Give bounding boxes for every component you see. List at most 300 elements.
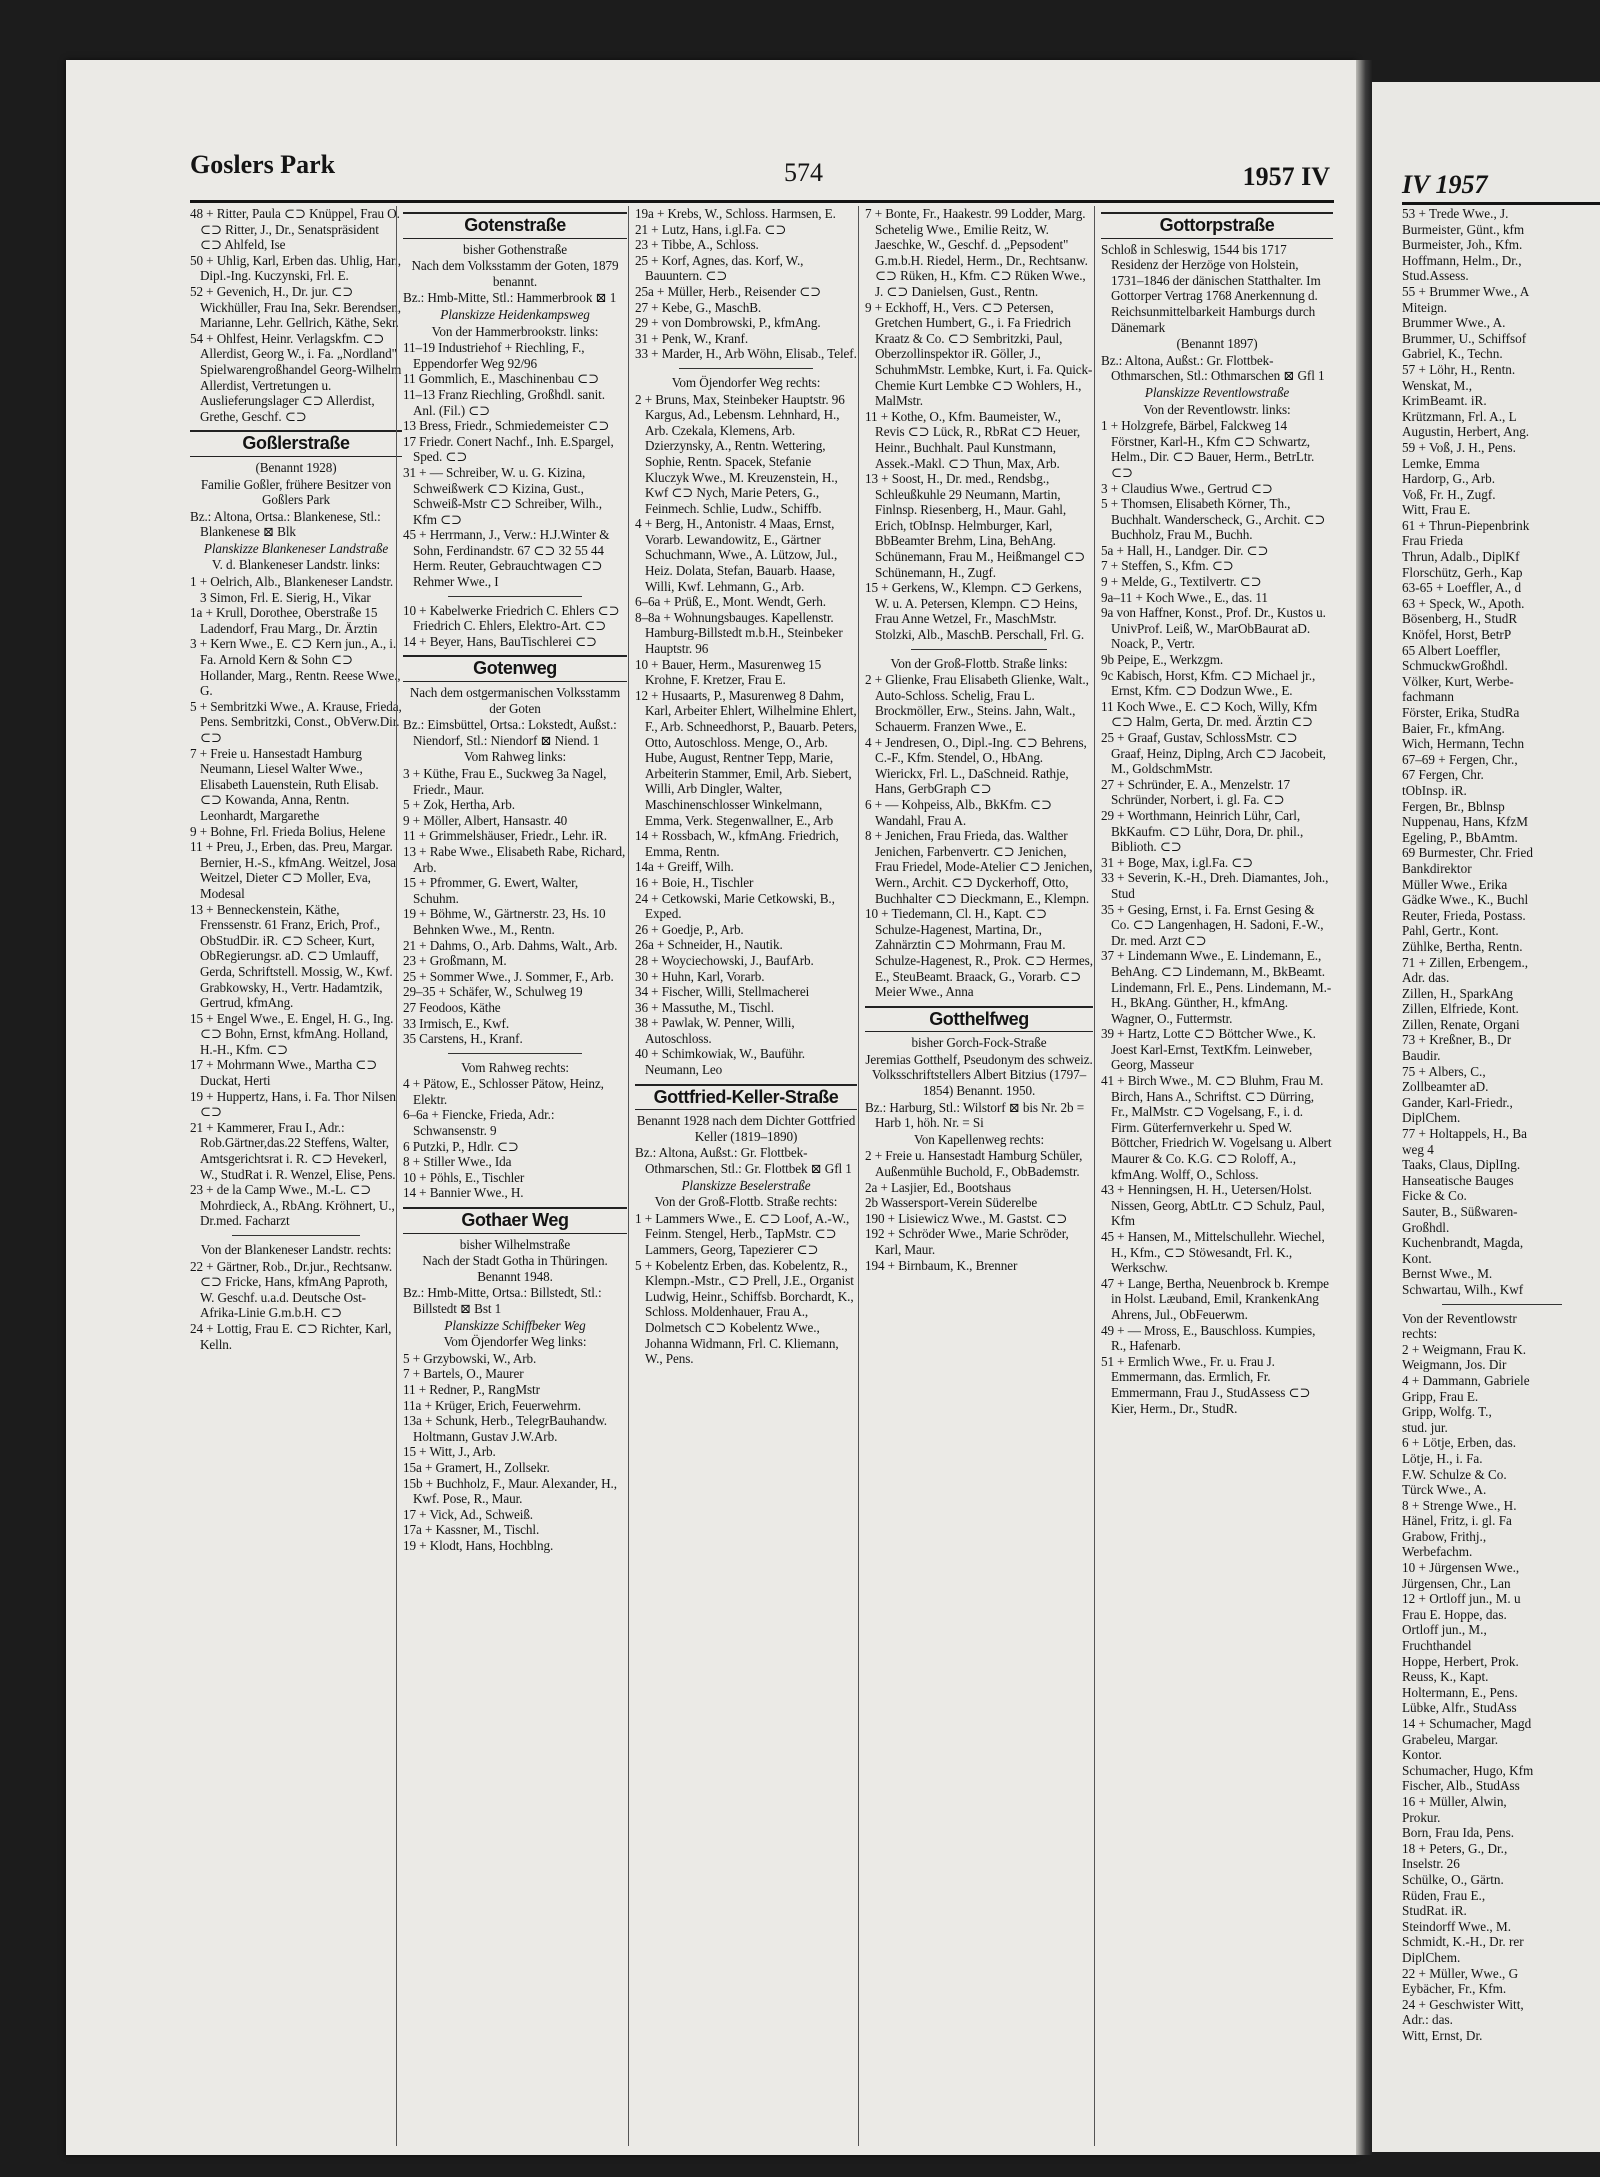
address-entry: 9b Peipe, E., Werkzgm. <box>1101 652 1224 668</box>
address-entry: Frau E. Hoppe, das. <box>1402 1606 1507 1622</box>
address-entry: 11–19 Industriehof + Riechling, F., Eppendorfer Weg 92/96 <box>403 340 585 371</box>
address-entry: 9 + Bohne, Frl. Frieda Bolius, Helene <box>190 823 386 839</box>
address-entry: SchmuckwGroßhdl. <box>1402 658 1508 674</box>
address-entry: 11 Koch Wwe., E. ⊂⊃ Koch, Willy, Kfm ⊂⊃ Halm, Gerta, Dr. med. Ärztin ⊂⊃ <box>1101 698 1318 730</box>
header-rule <box>1402 202 1600 205</box>
address-entry: KrimBeamt. iR. <box>1402 393 1487 409</box>
address-entry: Völker, Kurt, Werbe- <box>1402 673 1514 689</box>
address-entry: 9c Kabisch, Horst, Kfm. ⊂⊃ Michael jr., Ernst, Kfm. ⊂⊃ Dodzun Wwe., E. <box>1101 667 1316 699</box>
address-entry: Adr. das. <box>1402 970 1450 986</box>
map-reference: Planskizze Beselerstraße <box>681 1177 811 1193</box>
address-entry: 3 + Kern Wwe., E. ⊂⊃ Kern jun., A., i. Fa. Arnold Kern & Sohn ⊂⊃ Hollander, Marg., Rentn. Reese Wwe., G. <box>190 636 401 699</box>
address-entry: 27 + Schründer, E. A., Menzelstr. 17 Schründer, Norbert, i. gl. Fa. ⊂⊃ <box>1101 776 1291 808</box>
address-entry: 1 + Oelrich, Alb., Blankeneser Landstr. 3 Simon, Frl. E. Sierig, H., Vikar <box>190 574 394 605</box>
address-entry: 15b + Buchholz, F., Maur. Alexander, H., Kwf. Pose, R., Maur. <box>403 1475 617 1507</box>
address-entry: Burmeister, Günt., kfm <box>1402 221 1525 237</box>
address-entry: 17 + Mohrmann Wwe., Martha ⊂⊃ Duckat, Herti <box>190 1057 378 1089</box>
address-entry: 11a + Krüger, Erich, Feuerwehrm. <box>403 1397 581 1413</box>
street-note: Vom Rahweg rechts: <box>461 1059 569 1075</box>
address-entry: 13a + Schunk, Herb., TelegrBauhandw. Holtmann, Gustav J.W.Arb. <box>403 1413 607 1444</box>
address-entry: Hoffmann, Helm., Dr., <box>1402 252 1522 268</box>
address-entry: 8 + Stiller Wwe., Ida <box>403 1154 512 1170</box>
address-entry: Steindorff Wwe., M. <box>1402 1918 1512 1934</box>
address-entry: Bz.: Altona, Außst.: Gr. Flottbek-Othmarschen, Stl.: Gr. Flottbek ⊠ Gfl 1 <box>635 1145 852 1177</box>
address-entry: 71 + Zillen, Erbengem., <box>1402 954 1529 970</box>
address-entry: 77 + Holtappels, H., Ba <box>1402 1126 1528 1142</box>
address-entry: Zillen, Renate, Organi <box>1402 1016 1520 1032</box>
address-entry: 11 Gommlich, E., Maschinenbau ⊂⊃ <box>403 371 600 387</box>
map-reference: Planskizze Heidenkampsweg <box>440 306 590 322</box>
address-entry: 31 + Penk, W., Kranf. <box>635 330 749 346</box>
address-entry: Knöfel, Horst, BetrP <box>1402 627 1512 643</box>
address-entry: 12 + Ortloff jun., M. u <box>1402 1591 1521 1607</box>
map-reference: Planskizze Blankeneser Landstraße <box>203 540 389 556</box>
address-entry: 9 + Eckhoff, H., Vers. ⊂⊃ Petersen, Gretchen Humbert, G., i. Fa Friedrich Kraatz & Co. ⊂⊃ Sembritzki, Paul, Oberzollinspektor iR. Göller, J., SchuhmMstr. Lembke, Kurt, i. Fa. Quick-Chemie Kurt Lembke ⊂⊃ Wohlers, H., MalMstr. <box>865 299 1093 409</box>
page-number: 574 <box>784 158 823 187</box>
address-entry: 14 + Beyer, Hans, BauTischlerei ⊂⊃ <box>403 633 597 649</box>
address-entry: 10 + Jürgensen Wwe., <box>1402 1560 1520 1576</box>
address-entry: Bz.: Altona, Ortsa.: Blankenese, Stl.: Blankenese ⊠ Blk <box>190 508 381 540</box>
street-note: (Benannt 1897) <box>1176 336 1258 352</box>
address-entry: 17 Friedr. Conert Nachf., Inh. E.Spargel, Sped. ⊂⊃ <box>403 433 614 465</box>
address-entry: 21 + Kammerer, Frau I., Adr.: Rob.Gärtner,das.22 Steffens, Walter, Amtsgerichtsrat i. R. ⊂⊃ Hevekerl, W., StudRat i. R. Wenzel, Elise, Pens. <box>190 1119 396 1182</box>
address-entry: 6 Putzki, P., Hdlr. ⊂⊃ <box>403 1138 519 1154</box>
address-entry: Baudir. <box>1402 1048 1441 1064</box>
address-entry: 24 + Cetkowski, Marie Cetkowski, B., Exped. <box>635 890 835 922</box>
address-entry: 23 + Tibbe, A., Schloss. <box>635 237 759 253</box>
address-entry: Bz.: Hmb-Mitte, Stl.: Hammerbrook ⊠ 1 <box>403 290 617 306</box>
address-entry: 190 + Lisiewicz Wwe., M. Gastst. ⊂⊃ <box>865 1210 1068 1226</box>
address-entry: Gripp, Wolfg. T., <box>1402 1404 1492 1420</box>
address-entry: 30 + Huhn, Karl, Vorarb. <box>635 968 765 984</box>
address-entry: 17a + Kassner, M., Tischl. <box>403 1522 540 1538</box>
address-entry: Ficke & Co. <box>1402 1188 1467 1204</box>
address-entry: Wich, Hermann, Techn <box>1402 736 1525 752</box>
street-note: (Benannt 1928) <box>255 459 337 475</box>
address-entry: 3 + Küthe, Frau E., Suckweg 3a Nagel, Friedr., Maur. <box>403 766 607 797</box>
address-entry: 23 + de la Camp Wwe., M.-L. ⊂⊃ Mohrdieck, A., RbAng. Kröhnert, U., Dr.med. Facharzt <box>190 1182 395 1229</box>
address-entry: 6–6a + Prüß, E., Mont. Wendt, Gerh. <box>635 594 826 610</box>
address-entry: 15 + Pfrommer, G. Ewert, Walter, Schuhm. <box>403 875 579 906</box>
address-entry: 22 + Müller, Wwe., G <box>1402 1965 1519 1981</box>
address-entry: 25a + Müller, Herb., Reisender ⊂⊃ <box>635 283 822 299</box>
address-entry: Wenskat, M., <box>1402 377 1472 393</box>
street-note: Von Kapellenweg rechts: <box>913 1131 1045 1147</box>
address-entry: 2a + Lasjier, Ed., Bootshaus <box>865 1179 1011 1195</box>
address-entry: 35 Carstens, H., Kranf. <box>403 1031 523 1047</box>
street-note: Vom Rahweg links: <box>463 749 567 765</box>
street-note: Benannt 1928 nach dem Dichter Gottfried Keller (1819–1890) <box>636 1113 856 1144</box>
street-note: Jeremias Gotthelf, Pseudonym des schweiz. Volksschriftstellers Albert Bitzius (1797–1854) Benannt. 1950. <box>865 1051 1093 1099</box>
address-entry: Bz.: Eimsbüttel, Ortsa.: Lokstedt, Außst.: Niendorf, Stl.: Niendorf ⊠ Niend. 1 <box>403 717 617 748</box>
address-entry: Jürgensen, Chr., Lan <box>1402 1575 1511 1591</box>
address-entry: 14 + Schumacher, Magd <box>1402 1716 1532 1731</box>
address-entry: Schmidt, K.-H., Dr. rer <box>1402 1934 1524 1950</box>
address-entry: Gabriel, K., Techn. <box>1402 346 1503 362</box>
address-entry: 4 + Dammann, Gabriele <box>1402 1372 1530 1388</box>
address-entry: 73 + Kreßner, B., Dr <box>1402 1032 1512 1048</box>
address-entry: F.W. Schulze & Co. <box>1402 1466 1507 1482</box>
street-note: Vom Öjendorfer Weg links: <box>443 1334 587 1350</box>
section-divider <box>911 649 1048 650</box>
address-entry: 7 + Bartels, O., Maurer <box>403 1366 524 1382</box>
address-entry: 65 Albert Loeffler, <box>1402 642 1501 658</box>
address-entry: 13 + Rabe Wwe., Elisabeth Rabe, Richard, Arb. <box>403 843 626 875</box>
address-entry: 49 + — Mross, E., Bauschloss. Kumpies, R., Hafenarb. <box>1101 1322 1316 1354</box>
address-entry: 8 + Strenge Wwe., H. <box>1402 1497 1517 1513</box>
address-entry: 9a von Haffner, Konst., Prof. Dr., Kustos u. UnivProf. Leiß, W., MarObBaurat aD. Noack, P., Vertr. <box>1101 605 1326 652</box>
address-entry: 4 + Pätow, E., Schlosser Pätow, Heinz, Elektr. <box>403 1076 604 1107</box>
address-entry: 31 + Boge, Max, i.gl.Fa. ⊂⊃ <box>1101 854 1254 870</box>
address-entry: 33 + Severin, K.-H., Dreh. Diamantes, Joh., Stud <box>1101 870 1329 901</box>
address-entry: 45 + Herrmann, J., Verw.: H.J.Winter & Sohn, Ferdinandstr. 67 ⊂⊃ 32 55 44 Herm. Reuter, Gebrauchtwagen ⊂⊃ Rehmer Wwe., I <box>403 527 610 590</box>
address-entry: 5 + Thomsen, Elisabeth Körner, Th., Buchhalt. Wanderscheck, G., Archit. ⊂⊃ Buchholz, Frau M., Buchh. <box>1101 496 1326 543</box>
address-entry: Egeling, P., BbAmtm. <box>1402 829 1518 845</box>
address-entry: Zühlke, Bertha, Rentn. <box>1402 938 1523 954</box>
address-entry: Zillen, H., SparkAng <box>1402 985 1513 1001</box>
book-gutter <box>1356 60 1372 2155</box>
address-entry: Holtermann, E., Pens. <box>1402 1684 1518 1700</box>
address-entry: Werbefachm. <box>1402 1544 1473 1560</box>
address-entry: Rüden, Frau E., <box>1402 1887 1486 1903</box>
address-entry: 2 + Bruns, Max, Steinbeker Hauptstr. 96 Kargus, Ad., Lebensm. Lehnhard, H., Arb. Czekala, Klemens, Arb. Dzierzynsky, A., Rentn. Wettering, Sophie, Rentn. Spacek, Stefanie Kluczyk Wwe., M. Kreuzenstein, H., Kwf ⊂⊃ Nych, Marie Peters, G., Feinmech. Schlie, Ludw., Schiffb. <box>635 391 845 516</box>
address-entry: Fergen, Br., Bblnsp <box>1402 798 1505 814</box>
address-entry: Bz.: Harburg, Stl.: Wilstorf ⊠ bis Nr. 2b = Harb 1, höh. Nr. = Si <box>865 1099 1085 1131</box>
address-entry: 52 + Gevenich, H., Dr. jur. ⊂⊃ Wickhüller, Frau Ina, Sekr. Berendsen, Marianne, Lehr. Gellrich, Käthe, Sekr. <box>190 283 401 331</box>
address-entry: 57 + Löhr, H., Rentn. <box>1402 361 1516 377</box>
street-note: Familie Goßler, frühere Besitzer von Goßlers Park <box>200 476 392 508</box>
address-entry: Ortloff jun., M., <box>1402 1622 1487 1638</box>
address-entry: 38 + Pawlak, W. Penner, Willi, Autoschloss. <box>635 1015 795 1046</box>
address-entry: 19 + Huppertz, Hans, i. Fa. Thor Nilsen ⊂⊃ <box>190 1088 396 1120</box>
address-entry: Inselstr. 26 <box>1402 1856 1460 1872</box>
section-divider <box>232 1235 359 1236</box>
address-entry: 1 + Holzgrefe, Bärbel, Falckweg 14 Förstner, Karl-H., Kfm ⊂⊃ Schwartz, Helm., Dir. ⊂⊃ Bauer, Herm., BetrLtr. ⊂⊃ <box>1101 418 1315 480</box>
address-entry: Fruchthandel <box>1402 1638 1472 1654</box>
address-entry: 13 Bress, Friedr., Schmiedemeister ⊂⊃ <box>403 418 610 434</box>
address-entry: Burmeister, Joh., Kfm. <box>1402 237 1523 253</box>
address-entry: Bz.: Hmb-Mitte, Ortsa.: Billstedt, Stl.: Billstedt ⊠ Bst 1 <box>403 1285 602 1316</box>
directory-column-2 <box>396 206 627 2146</box>
address-entry: 194 + Birnbaum, K., Brenner <box>865 1257 1018 1273</box>
address-entry: 50 + Uhlig, Karl, Erben das. Uhlig, Har., Dipl.-Ing. Kuczynski, Frl. E. <box>190 252 402 284</box>
address-entry: 55 + Brummer Wwe., A <box>1402 283 1530 299</box>
address-entry: 7 + Steffen, S., Kfm. ⊂⊃ <box>1101 558 1234 574</box>
running-street-name: Goslers Park <box>190 150 336 179</box>
address-entry: Von der Reventlowstr <box>1402 1310 1517 1326</box>
address-entry: 7 + Bonte, Fr., Haakestr. 99 Lodder, Marg. Schetelig Wwe., Emilie Reitz, W. Jaeschke, W., Geschf. d. „Pepsodent" G.m.b.H. Riedel, Herm., Dr., Rechtsanw. ⊂⊃ Rüken, H., Kfm. ⊂⊃ Rüken Wwe., J. ⊂⊃ Danielsen, Gust., Rentn. <box>865 206 1088 299</box>
directory-columns <box>190 206 1330 2146</box>
address-entry: Hardorp, G., Arb. <box>1402 471 1496 487</box>
address-entry: 16 + Boie, H., Tischler <box>635 874 754 890</box>
address-entry: Lemke, Emma <box>1402 455 1480 471</box>
street-note: Von der Blankeneser Landstr. rechts: <box>200 1242 392 1257</box>
address-entry: stud. jur. <box>1402 1419 1448 1435</box>
address-entry: Pahl, Gertr., Kont. <box>1402 923 1499 939</box>
address-entry: Bz.: Altona, Außst.: Gr. Flottbek-Othmarschen, Stl.: Othmarschen ⊠ Gfl 1 <box>1101 352 1325 384</box>
address-entry: 26 + Goedje, P., Arb. <box>635 921 744 937</box>
street-note: bisher Gothenstraße <box>463 241 567 257</box>
address-entry: 15 + Engel Wwe., E. Engel, H. G., Ing. ⊂⊃ Bohn, Ernst, kfmAng. Holland, H.-H., Kfm. ⊂⊃ <box>190 1010 394 1057</box>
address-entry: 39 + Hartz, Lotte ⊂⊃ Böttcher Wwe., K. Joest Karl-Ernst, TextKfm. Leinweber, Georg, Masseur <box>1101 1026 1316 1073</box>
address-entry: Gander, Karl-Friedr., <box>1402 1094 1513 1110</box>
street-note: Nach dem Volksstamm der Goten, 1879 benannt. <box>411 258 619 289</box>
address-entry: 21 + Dahms, O., Arb. Dahms, Walt., Arb. <box>403 937 618 953</box>
street-heading: Gottorpstraße <box>1101 212 1333 239</box>
section-divider <box>1442 1304 1562 1305</box>
address-entry: 59 + Voß, J. H., Pens. <box>1402 439 1516 455</box>
address-entry: 14a + Greiff, Wilh. <box>635 859 734 875</box>
directory-column-1 <box>190 206 402 2146</box>
address-entry: 11 + Grimmelshäuser, Friedr., Lehr. iR. <box>403 828 607 844</box>
address-entry: Fischer, Alb., StudAss <box>1402 1778 1520 1794</box>
street-heading: Gotenweg <box>403 655 627 682</box>
address-entry: 16 + Müller, Alwin, <box>1402 1793 1507 1809</box>
address-entry: Sauter, B., Süßwaren- <box>1402 1204 1518 1219</box>
address-entry: Augustin, Herbert, Ang. <box>1402 424 1530 440</box>
address-entry: 40 + Schimkowiak, W., Bauführ. Neumann, Leo <box>635 1046 806 1078</box>
street-note: Von der Groß-Flottb. Straße rechts: <box>654 1194 838 1210</box>
address-entry: Lötje, H., i. Fa. <box>1402 1450 1483 1466</box>
section-divider <box>448 1053 582 1054</box>
address-entry: 51 + Ermlich Wwe., Fr. u. Frau J. Emmermann, das. Ermlich, Fr. Emmermann, Frau J., StudAssess ⊂⊃ Kier, Herm., Dr., StudR. <box>1101 1353 1311 1416</box>
address-entry: 53 + Trede Wwe., J. <box>1402 206 1509 221</box>
directory-column-5 <box>1094 206 1333 2146</box>
street-heading: Gotenstraße <box>403 212 627 239</box>
address-entry: Hänel, Fritz, i. gl. Fa <box>1402 1513 1512 1529</box>
address-entry: 5 + Sembritzki Wwe., A. Krause, Frieda, Pens. Sembritzki, Const., ObVerw.Dir. ⊂⊃ <box>190 698 402 745</box>
address-entry: 4 + Jendresen, O., Dipl.-Ing. ⊂⊃ Behrens, C.-F., Kfm. Stendel, O., HbAng. Wierickx, Frl. L., DaSchneid. Rathje, Hans, GerbGraph ⊂⊃ <box>865 734 1087 797</box>
address-entry: 24 + Geschwister Witt, <box>1402 1996 1524 2012</box>
address-entry: 29 + Worthmann, Heinrich Lühr, Carl, BkKaufm. ⊂⊃ Lühr, Dora, Dr. phil., Biblioth. ⊂⊃ <box>1101 807 1304 855</box>
address-entry: 9 + Möller, Albert, Hansastr. 40 <box>403 812 568 828</box>
address-entry: 5 + Grzybowski, W., Arb. <box>403 1350 537 1366</box>
address-entry: 9 + Melde, G., Textilvertr. ⊂⊃ <box>1101 574 1262 590</box>
address-entry: 4 + Berg, H., Antonistr. 4 Maas, Ernst, Vorarb. Lewandowitz, E., Gärtner Schuchmann, Wwe., A. Lützow, Jul., Heiz. Dolata, Stefan, Bauarb. Haase, Willi, Kwf. Lehmann, G., Arb. <box>635 516 838 594</box>
address-entry: 3 + Claudius Wwe., Gertrud ⊂⊃ <box>1101 480 1273 496</box>
address-entry: Schloß in Schleswig, 1544 bis 1717 Residenz der Herzöge von Holstein, 1731–1846 der dänischen Statthalter. Im Gottorper Vertrag 1768 Anerkennung d. Reichsunmittelbarkeit Hamburgs durch Dänemark <box>1101 241 1321 335</box>
address-entry: Stud.Assess. <box>1402 268 1469 284</box>
address-entry: 69 Burmester, Chr. Fried <box>1402 845 1533 861</box>
address-entry: 47 + Lange, Bertha, Neuenbrock b. Krempe in Holst. Læuband, Emil, KrankenkAng Ahrens, Jul., ObFeuerwm. <box>1101 1275 1329 1322</box>
address-entry: 2 + Freie u. Hansestadt Hamburg Schüler, Außenmühle Buchold, F., ObBademstr. <box>865 1148 1083 1180</box>
edition-year: 1957 IV <box>1242 162 1330 191</box>
address-entry: 5 + Kobelentz Erben, das. Kobelentz, R., Klempn.-Mstr., ⊂⊃ Prell, J.E., Organist Ludwig, Heinr., Schiffsb. Borchardt, K., Schloss. Moldenhauer, Frau A., Dolmetsch ⊂⊃ Kobelentz Wwe., Johanna Widmann, Frl. C. Kliemann, W., Pens. <box>635 1257 854 1367</box>
address-entry: 2 + Weigmann, Frau K. <box>1402 1341 1527 1357</box>
address-entry: fachmann <box>1402 689 1454 705</box>
address-entry: 10 + Tiedemann, Cl. H., Kapt. ⊂⊃ Schulze-Hagenest, Martina, Dr., Zahnärztin ⊂⊃ Mohrmann, Frau M. Schulze-Hagenest, R., Prok. ⊂⊃ Hermes, E., SteuBeamt. Braack, G., Vorarb. ⊂⊃ Meier Wwe., Anna <box>865 906 1093 1000</box>
address-entry: Schülke, O., Gärtn. <box>1402 1871 1504 1887</box>
address-entry: 25 + Sommer Wwe., J. Sommer, F., Arb. <box>403 968 614 984</box>
street-note: Nach der Stadt Gotha in Thüringen. Benannt 1948. <box>422 1253 608 1284</box>
address-entry: 25 + Graaf, Gustav, SchlossMstr. ⊂⊃ Graaf, Heinz, Diplng, Arch ⊂⊃ Jacobeit, M., GoldschmMstr. <box>1101 730 1326 777</box>
address-entry: 29–35 + Schäfer, W., Schulweg 19 <box>403 984 583 1000</box>
address-entry: 63-65 + Loeffler, A., d <box>1402 580 1522 596</box>
address-entry: 23 + Großmann, M. <box>403 953 507 969</box>
address-entry: Gripp, Frau E. <box>1402 1388 1479 1404</box>
address-entry: 35 + Gesing, Ernst, i. Fa. Ernst Gesing & Co. ⊂⊃ Langenhagen, H. Sadoni, F.-W., Dr. med. Arzt ⊂⊃ <box>1101 901 1324 948</box>
address-entry: Thrun, Adalb., DiplKf <box>1402 549 1520 565</box>
address-entry: Witt, Frau E. <box>1402 502 1471 518</box>
address-entry: 192 + Schröder Wwe., Marie Schröder, Karl, Maur. <box>865 1226 1069 1257</box>
address-entry: 10 + Kabelwerke Friedrich C. Ehlers ⊂⊃ Friedrich C. Ehlers, Elektro-Art. ⊂⊃ <box>403 602 620 634</box>
section-divider <box>448 596 582 597</box>
address-entry: 19 + Klodt, Hans, Hochblng. <box>403 1537 554 1553</box>
directory-column-4 <box>858 206 1093 2146</box>
street-note: Von der Groß-Flottb. Straße links: <box>890 655 1068 671</box>
address-entry: 61 + Thrun-Piepenbrink <box>1402 517 1530 533</box>
address-entry: 27 + Kebe, G., MaschB. <box>635 299 762 315</box>
address-entry: Gädke Wwe., K., Buchl <box>1402 892 1529 908</box>
address-entry: 5 + Zok, Hertha, Arb. <box>403 797 515 813</box>
address-entry: 11 + Kothe, O., Kfm. Baumeister, W., Revis ⊂⊃ Lück, R., RbRat ⊂⊃ Heuer, Heinr., Buchhalt. Paul Kunstmann, Assek.-Makl. ⊂⊃ Thun, Max, Arb. <box>865 408 1081 471</box>
address-entry: Brummer, U., Schiffsof <box>1402 330 1527 346</box>
address-entry: 15 + Witt, J., Arb. <box>403 1444 496 1460</box>
street-note: bisher Wilhelmstraße <box>459 1236 571 1252</box>
address-entry: Kont. <box>1402 1250 1432 1266</box>
address-entry: 13 + Soost, H., Dr. med., Rendsbg., Schleußkuhle 29 Neumann, Martin, Finlnsp. Riesenberg, H., Maur. Gahl, Erich, tObInsp. Helmburger, Karl, BbBeamter Brehm, Lina, BehAng. Schünemann, Frau M., Heißmangel ⊂⊃ Schünemann, H., Zugf. <box>865 471 1086 580</box>
address-entry: 67–69 + Fergen, Chr., <box>1402 751 1518 767</box>
address-entry: 15a + Gramert, H., Zollsekr. <box>403 1459 550 1475</box>
right-page-column <box>1402 206 1600 2146</box>
address-entry: 6–6a + Fiencke, Frieda, Adr.: Schwansenstr. 9 <box>403 1107 555 1139</box>
address-entry: Krützmann, Frl. A., L <box>1402 408 1517 424</box>
address-entry: Weigmann, Jos. Dir <box>1402 1357 1507 1373</box>
address-entry: 14 + Rossbach, W., kfmAng. Friedrich, Emma, Rentn. <box>635 828 839 859</box>
address-entry: Born, Frau Ida, Pens. <box>1402 1825 1515 1841</box>
address-entry: Eybächer, Fr., Kfm. <box>1402 1981 1507 1997</box>
address-entry: 7 + Freie u. Hansestadt Hamburg Neumann, Liesel Walter Wwe., Elisabeth Lauenstein, Ruth Elisab. ⊂⊃ Kowanda, Anna, Rentn. Leonhardt, Margarethe <box>190 745 379 823</box>
map-reference: Planskizze Schiffbeker Weg <box>444 1317 586 1333</box>
street-note: Von der Hammerbrookstr. links: <box>431 323 599 339</box>
address-entry: 29 + von Dombrowski, P., kfmAng. <box>635 315 821 331</box>
address-entry: StudRat. iR. <box>1402 1903 1467 1919</box>
address-entry: 10 + Pöhls, E., Tischler <box>403 1169 525 1185</box>
street-heading: Gotthelfweg <box>865 1006 1093 1033</box>
address-entry: Lübke, Alfr., StudAss <box>1402 1700 1517 1716</box>
address-entry: 63 + Speck, W., Apoth. <box>1402 595 1525 611</box>
address-entry: weg 4 <box>1402 1141 1434 1157</box>
street-note: Nach dem ostgermanischen Volksstamm der Goten <box>409 685 621 716</box>
address-entry: 37 + Lindemann Wwe., E. Lindemann, E., BehAng. ⊂⊃ Lindemann, M., BkBeamt. Lindemann, Frl. E., Pens. Lindemann, M.-H., BkAng. Günther, H., kfmAng. Wagner, O., Futtermstr. <box>1101 948 1332 1026</box>
address-entry: Schwartau, Wilh., Kwf <box>1402 1281 1524 1297</box>
address-entry: 2 + Glienke, Frau Elisabeth Glienke, Walt., Auto-Schloss. Schelig, Frau L. Brockmöller, Erw., Steins. Jahn, Walt., Schauerm. Franzen Wwe., E. <box>865 672 1089 734</box>
address-entry: 22 + Gärtner, Rob., Dr.jur., Rechtsanw. ⊂⊃ Fricke, Hans, kfmAng Paproth, W. Geschf. u.a.d. Deutsche Ost-Afrika-Linie G.m.b.H. ⊂⊃ <box>190 1258 393 1321</box>
address-entry: 24 + Lottig, Frau E. ⊂⊃ Richter, Karl, Kelln. <box>190 1320 392 1352</box>
address-entry: Taaks, Claus, DiplIng. <box>1402 1157 1521 1173</box>
street-note: V. d. Blankeneser Landstr. links: <box>211 557 381 573</box>
address-entry: 11–13 Franz Riechling, Großhdl. sanit. Anl. (Fil.) ⊂⊃ <box>403 386 605 418</box>
address-entry: 33 Irmisch, E., Kwf. <box>403 1015 510 1031</box>
street-note: bisher Gorch-Fock-Straße <box>911 1035 1047 1051</box>
address-entry: Grabeleu, Margar. <box>1402 1731 1499 1747</box>
address-entry: 26a + Schneider, H., Nautik. <box>635 937 783 953</box>
address-entry: Voß, Fr. H., Zugf. <box>1402 486 1496 502</box>
address-entry: 8–8a + Wohnungsbauges. Kapellenstr. Hamburg-Billstedt m.b.H., Steinbeker Hauptstr. 96 <box>635 609 843 657</box>
address-entry: 8 + Jenichen, Frau Frieda, das. Walther Jenichen, Farbenvertr. ⊂⊃ Jenichen, Frau Friedel, Mode-Atelier ⊂⊃ Jenichen, Wern., Archit. ⊂⊃ Dyckerhoff, Otto, Buchhalter ⊂⊃ Dieckmann, E., Klempn. <box>865 828 1093 906</box>
address-entry: 17 + Vick, Ad., Schweiß. <box>403 1506 534 1522</box>
address-entry: DiplChem. <box>1402 1110 1461 1126</box>
address-entry: 21 + Lutz, Hans, i.gl.Fa. ⊂⊃ <box>635 221 787 237</box>
address-entry: Hoppe, Herbert, Prok. <box>1402 1653 1519 1669</box>
address-entry: Adr.: das. <box>1402 2012 1453 2028</box>
address-entry: Prokur. <box>1402 1809 1441 1825</box>
address-entry: 48 + Ritter, Paula ⊂⊃ Knüppel, Frau O. ⊂⊃ Ritter, J., Dr., Senatspräsident ⊂⊃ Ahlfeld, Ise <box>190 206 400 253</box>
address-entry: Müller Wwe., Erika <box>1402 876 1508 892</box>
address-entry: 75 + Albers, C., <box>1402 1063 1486 1079</box>
address-entry: 54 + Ohlfest, Heinr. Verlagskfm. ⊂⊃ Allerdist, Georg W., i. Fa. „Nordland" Spielwarengroßhandel Georg-Wilhelm Allerdist, Vertretungen u. Auslieferungslager ⊂⊃ Allerdist, Grethe, Geschf. ⊂⊃ <box>190 330 402 424</box>
address-entry: 43 + Henningsen, H. H., Uetersen/Holst. Nissen, Georg, AbtLtr. ⊂⊃ Schulz, Paul, Kfm <box>1101 1182 1325 1229</box>
address-entry: Baier, Fr., kfmAng. <box>1402 720 1505 736</box>
address-entry: Miteign. <box>1402 299 1448 315</box>
address-entry: Witt, Ernst, Dr. <box>1402 2027 1483 2043</box>
map-reference: Planskizze Reventlowstraße <box>1144 384 1290 400</box>
address-entry: Hanseatische Bauges <box>1402 1172 1514 1188</box>
address-entry: DiplChem. <box>1402 1949 1461 1965</box>
right-page-header: IV 1957 <box>1402 170 1488 199</box>
address-entry: Förster, Erika, StudRa <box>1402 705 1520 720</box>
street-note: Von der Reventlowstr. links: <box>1143 401 1291 417</box>
address-entry: 2b Wassersport-Verein Süderelbe <box>865 1195 1038 1211</box>
street-note: Vom Öjendorfer Weg rechts: <box>671 374 821 390</box>
address-entry: Frau Frieda <box>1402 533 1464 549</box>
address-entry: 10 + Bauer, Herm., Masurenweg 15 Krohne, F. Kretzer, Frau E. <box>635 656 822 688</box>
address-entry: tObInsp. iR. <box>1402 782 1467 798</box>
address-entry: Brummer Wwe., A. <box>1402 315 1506 331</box>
address-entry: 5a + Hall, H., Landger. Dir. ⊂⊃ <box>1101 542 1269 558</box>
address-entry: rechts: <box>1402 1326 1438 1342</box>
address-entry: Nuppenau, Hans, KfzM <box>1402 814 1528 830</box>
address-entry: 14 + Bannier Wwe., H. <box>403 1185 524 1201</box>
address-entry: 25 + Korf, Agnes, das. Korf, W., Bauuntern. ⊂⊃ <box>635 252 804 284</box>
directory-column-3 <box>628 206 857 2146</box>
address-entry: Grabow, Frithj., <box>1402 1528 1487 1544</box>
address-entry: 11 + Preu, J., Erben, das. Preu, Margar. Bernier, H.-S., kfmAng. Weitzel, Josa Weitzel, Dieter ⊂⊃ Moller, Eva, Modesal <box>190 839 396 901</box>
address-entry: 31 + — Schreiber, W. u. G. Kizina, Schweißwerk ⊂⊃ Kizina, Gust., Schweiß-Mstr ⊂⊃ Schreiber, Wilh., Kfm ⊂⊃ <box>403 464 602 527</box>
section-divider <box>679 368 812 369</box>
address-entry: 27 Feodoos, Käthe <box>403 999 501 1015</box>
address-entry: 1 + Lammers Wwe., E. ⊂⊃ Loof, A.-W., Feinm. Stengel, Herb., TapMstr. ⊂⊃ Lammers, Georg, Tapezierer ⊂⊃ <box>635 1210 850 1257</box>
address-entry: 36 + Massuthe, M., Tischl. <box>635 999 774 1015</box>
address-entry: Reuss, K., Kapt. <box>1402 1669 1489 1685</box>
address-entry: Zillen, Elfriede, Kont. <box>1402 1001 1519 1017</box>
address-entry: Zollbeamter aD. <box>1402 1079 1489 1095</box>
address-entry: 9a–11 + Koch Wwe., E., das. 11 <box>1101 589 1268 605</box>
address-entry: Türck Wwe., A. <box>1402 1482 1487 1498</box>
address-entry: 6 + — Kohpeiss, Alb., BkKfm. ⊂⊃ Wandahl, Frau A. <box>865 796 1052 828</box>
street-heading: Gottfried-Keller-Straße <box>635 1084 857 1111</box>
address-entry: 11 + Redner, P., RangMstr <box>403 1381 540 1397</box>
street-heading: Goßlerstraße <box>190 430 402 457</box>
street-heading: Gothaer Weg <box>403 1207 627 1234</box>
address-entry: 33 + Marder, H., Arb Wöhn, Elisab., Telef. <box>635 346 857 362</box>
address-entry: Florschütz, Gerh., Kap <box>1402 564 1523 580</box>
address-entry: 41 + Birch Wwe., M. ⊂⊃ Bluhm, Frau M. Birch, Hans A., Schriftst. ⊂⊃ Dürring, Fr., MalMstr. ⊂⊃ Vogelsang, F., i. d. Firm. Güterfernverkehr u. Sped W. Böttcher, Friedrich W. Vogelsang u. Albert Maurer & Co. K.G. ⊂⊃ Roloff, A., kfmAng. Wolff, O., Schloss. <box>1101 1073 1332 1182</box>
address-entry: 19 + Böhme, W., Gärtnerstr. 23, Hs. 10 Behnken Wwe., M., Rentn. <box>403 906 606 937</box>
address-entry: Großhdl. <box>1402 1219 1450 1235</box>
address-entry: 19a + Krebs, W., Schloss. Harmsen, E. <box>635 206 836 221</box>
address-entry: 1a + Krull, Dorothee, Oberstraße 15 Ladendorf, Frau Marg., Dr. Ärztin <box>190 605 378 636</box>
address-entry: Bösenberg, H., StudR <box>1402 611 1518 627</box>
directory-page-right <box>1372 82 1600 2152</box>
address-entry: 34 + Fischer, Willi, Stellmacherei <box>635 984 810 1000</box>
address-entry: 15 + Gerkens, W., Klempn. ⊂⊃ Gerkens, W. u. A. Petersen, Klempn. ⊂⊃ Heins, Frau Anne Wetzel, Fr., MaschMstr. Stolzki, Alb., MaschB. Perschall, Frl. G. <box>865 580 1085 643</box>
address-entry: 28 + Woyciechowski, J., BaufArb. <box>635 952 814 968</box>
address-entry: 13 + Benneckenstein, Käthe, Frenssenstr. 61 Franz, Erich, Prof., ObStudDir. iR. ⊂⊃ Scheer, Kurt, ObRegierungsr. aD. ⊂⊃ Umlauff, Gerda, Schriftstell. Mossig, W., Kwf. Grabkowsky, H., Vertr. Hadamtzik, Gertrud, kfmAng. <box>190 901 393 1011</box>
address-entry: 67 Fergen, Chr. <box>1402 767 1484 783</box>
address-entry: Schumacher, Hugo, Kfm <box>1402 1762 1534 1778</box>
address-entry: 45 + Hansen, M., Mittelschullehr. Wiechel, H., Kfm., ⊂⊃ Stöwesandt, Frl. K., Werkschw. <box>1101 1229 1325 1276</box>
